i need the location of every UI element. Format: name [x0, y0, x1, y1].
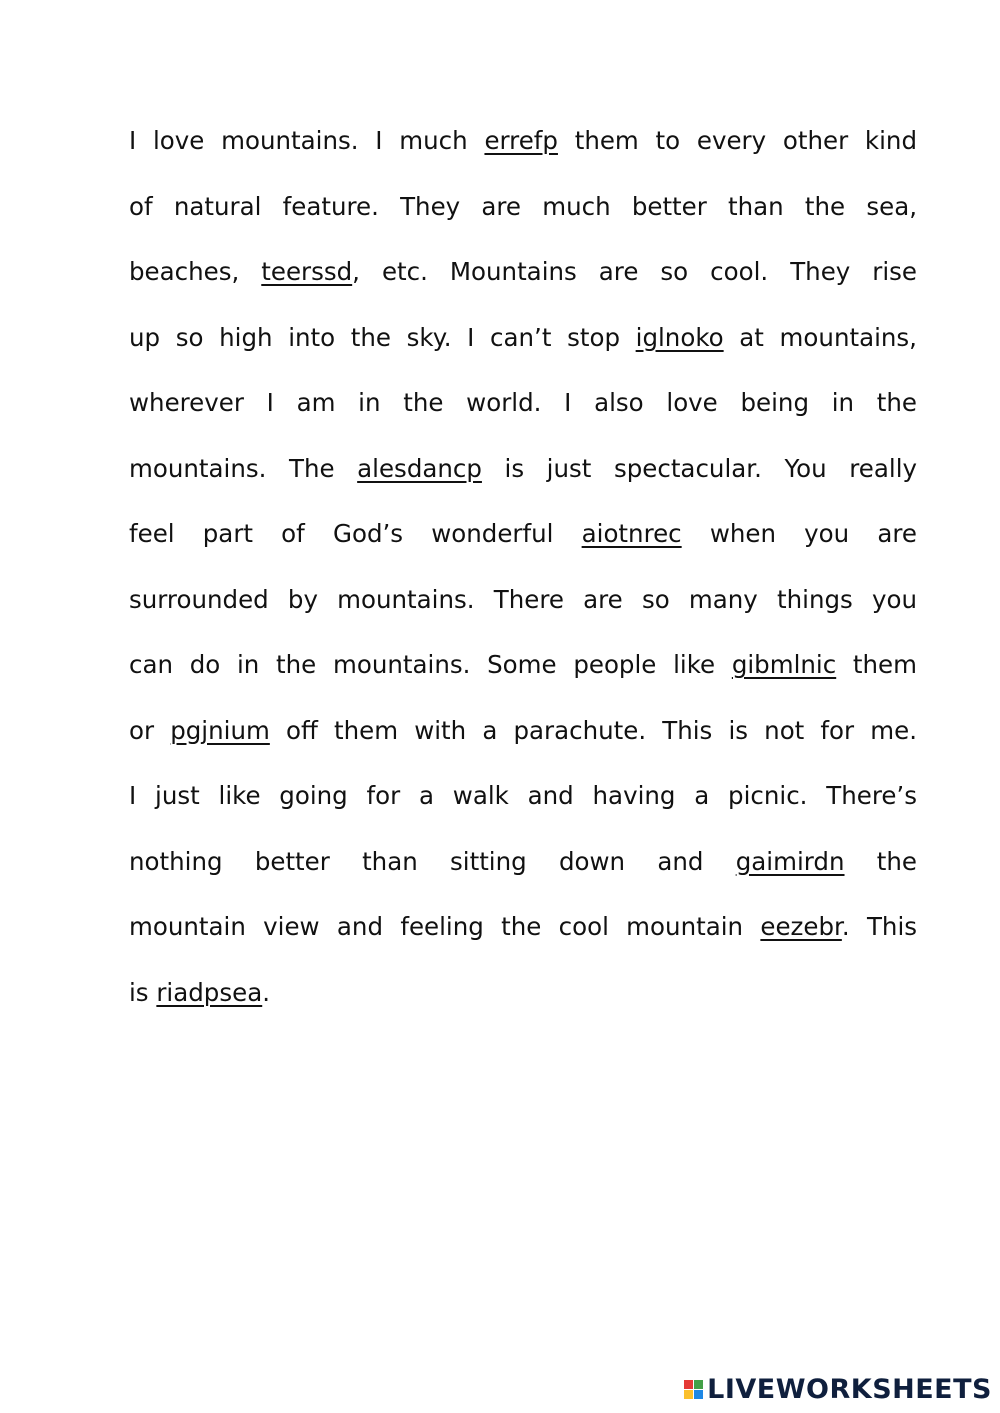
- scrambled-word-blank[interactable]: eezebr: [760, 912, 842, 941]
- passage-line: [129, 763, 917, 829]
- passage-text: can do in the mountains. Some people like: [129, 650, 732, 679]
- passage-line: [129, 239, 917, 305]
- scrambled-word-blank[interactable]: teerssd: [261, 257, 353, 286]
- liveworksheets-logo: [684, 1374, 992, 1405]
- scrambled-word-blank[interactable]: gibmlnic: [731, 650, 837, 679]
- scrambled-word-blank[interactable]: riadpsea: [156, 977, 263, 1007]
- passage-text: beaches,: [129, 257, 262, 286]
- passage-text: nothing better than sitting down and: [129, 846, 736, 876]
- liveworksheets-icon: [684, 1380, 703, 1399]
- passage-text: or: [129, 715, 171, 745]
- icon-square: [684, 1390, 693, 1399]
- passage-text: them: [836, 650, 917, 679]
- passage-line: [129, 174, 917, 240]
- passage-text: of natural feature. They are much better than the sea,: [129, 191, 917, 221]
- passage-text: the: [844, 846, 917, 876]
- worksheet-passage: [129, 108, 917, 1025]
- passage-line: [129, 370, 917, 436]
- passage-text: feel part of God’s wonderful: [129, 519, 582, 548]
- passage-line: [129, 894, 917, 960]
- passage-text: surrounded by mountains. There are so many things you: [129, 584, 917, 614]
- passage-text: .: [262, 977, 271, 1007]
- passage-line: [129, 632, 917, 698]
- icon-square: [694, 1390, 703, 1399]
- passage-text: is just spectacular. You really: [481, 453, 917, 483]
- passage-line: [129, 829, 917, 895]
- passage-line: [129, 305, 917, 371]
- passage-text: is: [129, 977, 157, 1007]
- passage-text: them to every other kind: [557, 126, 917, 155]
- passage-line: [129, 567, 917, 633]
- scrambled-word-blank[interactable]: alesdancp: [357, 453, 482, 483]
- scrambled-word-blank[interactable]: gaimirdn: [735, 846, 845, 876]
- scrambled-word-blank[interactable]: pgjnium: [170, 715, 270, 745]
- passage-text: at mountains,: [723, 322, 917, 352]
- passage-line: [129, 960, 917, 1026]
- icon-square: [684, 1380, 693, 1389]
- passage-line: [129, 108, 917, 174]
- passage-line: [129, 436, 917, 502]
- passage-text: I love mountains. I much: [129, 126, 485, 155]
- icon-square: [694, 1380, 703, 1389]
- scrambled-word-blank[interactable]: errefp: [484, 126, 558, 155]
- scrambled-word-blank[interactable]: iglnoko: [635, 322, 724, 352]
- brand-name: LIVEWORKSHEETS: [707, 1374, 992, 1405]
- passage-line: [129, 698, 917, 764]
- passage-text: off them with a parachute. This is not for me.: [269, 715, 917, 745]
- passage-text: mountain view and feeling the cool mountain: [129, 912, 761, 941]
- passage-text: , etc. Mountains are so cool. They rise: [352, 257, 917, 286]
- passage-text: . This: [841, 912, 917, 941]
- passage-text: mountains. The: [129, 453, 358, 483]
- scrambled-word-blank[interactable]: aiotnrec: [581, 519, 682, 548]
- passage-text: up so high into the sky. I can’t stop: [129, 322, 636, 352]
- passage-text: I just like going for a walk and having a picnic. There’s: [129, 781, 917, 810]
- passage-text: wherever I am in the world. I also love being in the: [129, 388, 917, 417]
- passage-line: [129, 501, 917, 567]
- passage-text: when you are: [681, 519, 917, 548]
